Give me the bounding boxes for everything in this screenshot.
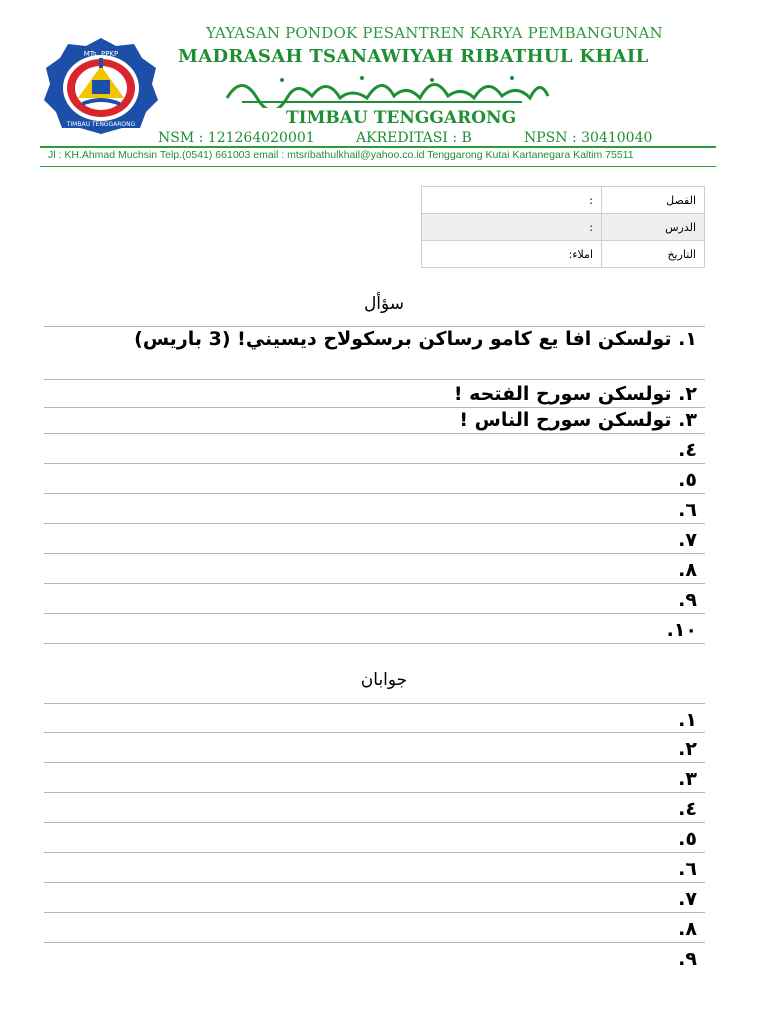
answer-item[interactable]: ٦.: [44, 853, 705, 883]
header-divider: [40, 146, 716, 148]
info-label: التاريخ: [602, 241, 705, 268]
answers-list: [44, 703, 705, 973]
question-item: ٤.: [44, 434, 705, 464]
answer-item[interactable]: ٧.: [44, 883, 705, 913]
foundation-name: YAYASAN PONDOK PESANTREN KARYA PEMBANGUNAN: [206, 24, 663, 42]
question-item: ١٠.: [44, 614, 705, 644]
answer-item[interactable]: ٣.: [44, 763, 705, 793]
answer-item[interactable]: ٤.: [44, 793, 705, 823]
question-item: ١. تولسكن افا يع كامو رساكن برسكولاح ديسيني! (3 باريس): [44, 326, 705, 380]
accreditation: AKREDITASI : B: [356, 130, 472, 146]
school-logo: [42, 36, 160, 134]
school-address: Jl : KH.Ahmad Muchsin Telp.(0541) 661003 email : mtsribathulkhail@yahoo.co.id Tenggarong Kutai Kartanegara Kaltim 75511: [48, 149, 634, 161]
nsm-number: NSM : 121264020001: [158, 130, 315, 146]
question-item: ٢. تولسكن سورح الفتحه !: [44, 380, 705, 408]
info-label: الفصل: [602, 187, 705, 214]
answer-item[interactable]: ١.: [44, 703, 705, 733]
logo-bottom-text: TIMBAU TENGGARONG: [66, 121, 136, 128]
info-row-subject: [422, 214, 705, 241]
answer-item[interactable]: ٢.: [44, 733, 705, 763]
question-item: ٥.: [44, 464, 705, 494]
question-item: ٧.: [44, 524, 705, 554]
info-row-date: [422, 241, 705, 268]
address-divider: [40, 166, 716, 167]
school-town: TIMBAU TENGGARONG: [286, 108, 517, 128]
answer-item[interactable]: ٩.: [678, 948, 697, 970]
info-label: الدرس: [602, 214, 705, 241]
info-value[interactable]: :: [422, 187, 602, 214]
info-row-class: [422, 187, 705, 214]
school-name: MADRASAH TSANAWIYAH RIBATHUL KHAIL: [178, 46, 649, 67]
answer-item[interactable]: ٨.: [44, 913, 705, 943]
question-item: ٦.: [44, 494, 705, 524]
info-value[interactable]: :: [422, 214, 602, 241]
questions-list: [44, 326, 705, 644]
npsn-number: NPSN : 30410040: [524, 130, 653, 146]
arabic-calligraphy-school-name: [222, 68, 552, 108]
question-item: ٣. تولسكن سورح الناس !: [44, 408, 705, 434]
student-info-table: [421, 186, 705, 268]
questions-title: سؤأل: [363, 294, 405, 314]
answer-item[interactable]: ٥.: [44, 823, 705, 853]
answers-title: جوابان: [360, 670, 408, 690]
logo-top-text: MTs. PPKP: [83, 50, 119, 58]
info-value[interactable]: املاء:: [422, 241, 602, 268]
question-item: ٨.: [44, 554, 705, 584]
question-item: ٩.: [44, 584, 705, 614]
